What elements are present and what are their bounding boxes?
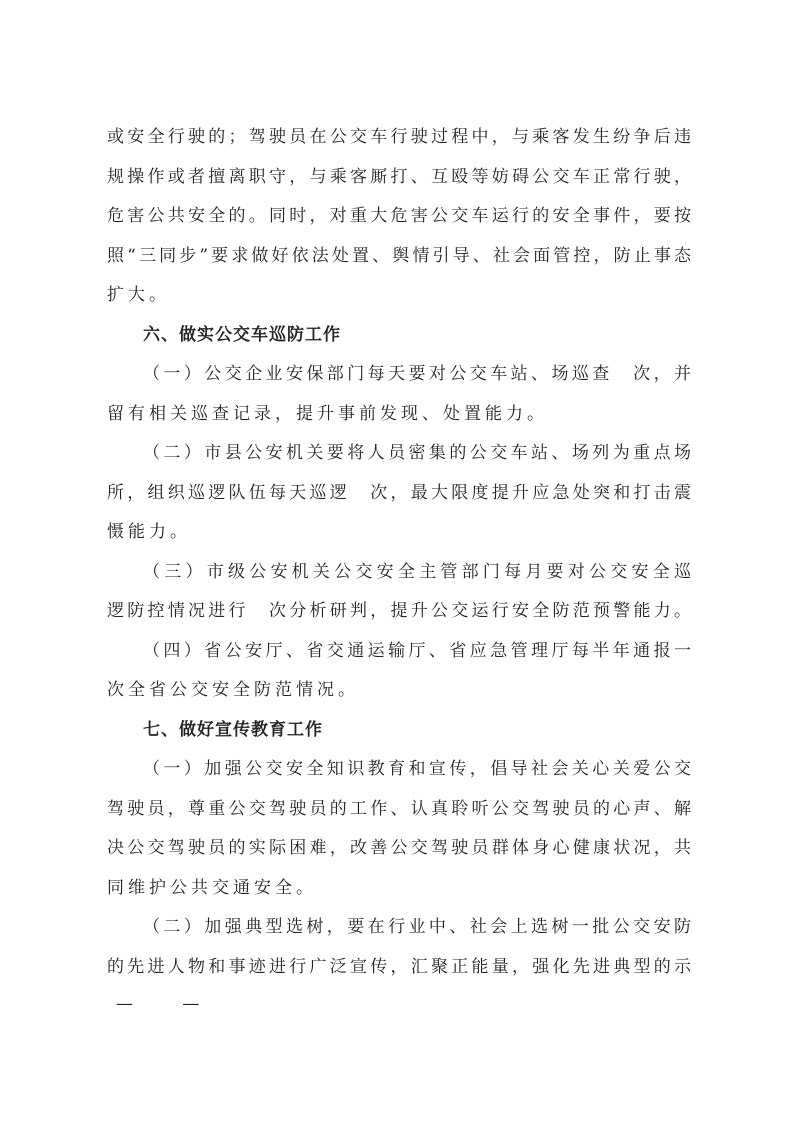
- text-line: 扩大。: [107, 285, 170, 305]
- text-line: （四）省公安厅、省交通运输厅、省应急管理厅每半年通报一: [143, 640, 691, 661]
- text-line: 同维护公共交通安全。: [107, 877, 317, 898]
- section-heading: 六、做实公交车巡防工作: [143, 324, 341, 345]
- text-line: 规操作或者擅离职守，与乘客厮打、互殴等妨碍公交车正常行驶，: [107, 166, 691, 187]
- document-body: [107, 118, 691, 987]
- text-line: （二）市县公安机关要将人员密集的公交车站、场列为重点场: [143, 443, 691, 463]
- text-line: 决公交驾驶员的实际困难，改善公交驾驶员群体身心健康状况，共: [107, 838, 691, 858]
- text-line: 或安全行驶的；驾驶员在公交车行驶过程中，与乘客发生纷争后违: [107, 127, 691, 147]
- text-line: 逻防控情况进行 次分析研判，提升公交运行安全防范预警能力。: [107, 601, 691, 621]
- text-line: （二）加强典型选树，要在行业中、社会上选树一批公交安防: [143, 917, 691, 937]
- text-line: 次全省公交安全防范情况。: [107, 680, 359, 700]
- text-line: （一）公交企业安保部门每天要对公交车站、场巡查 次，并: [143, 364, 691, 384]
- text-line: 留有相关巡查记录，提升事前发现、处置能力。: [107, 403, 548, 424]
- text-line: （一）加强公交安全知识教育和宣传，倡导社会关心关爱公交: [143, 759, 691, 779]
- text-line: 驾驶员，尊重公交驾驶员的工作、认真聆听公交驾驶员的心声、解: [107, 798, 691, 819]
- text-line: 所，组织巡逻队伍每天巡逻 次，最大限度提升应急处突和打击震: [107, 482, 691, 503]
- section-heading: 七、做好宣传教育工作: [143, 719, 323, 740]
- text-line: 危害公共安全的。同时，对重大危害公交车运行的安全事件，要按: [107, 206, 691, 226]
- text-line: 照“三同步”要求做好依法处置、舆情引导、社会面管控，防止事态: [107, 245, 691, 266]
- text-line: 慑能力。: [107, 522, 191, 542]
- text-line: （三）市级公安机关公交安全主管部门每月要对公交安全巡: [143, 561, 691, 582]
- text-line: 的先进人物和事迹进行广泛宣传，汇聚正能量，强化先进典型的示: [107, 956, 691, 977]
- page-number: — —: [116, 994, 222, 1014]
